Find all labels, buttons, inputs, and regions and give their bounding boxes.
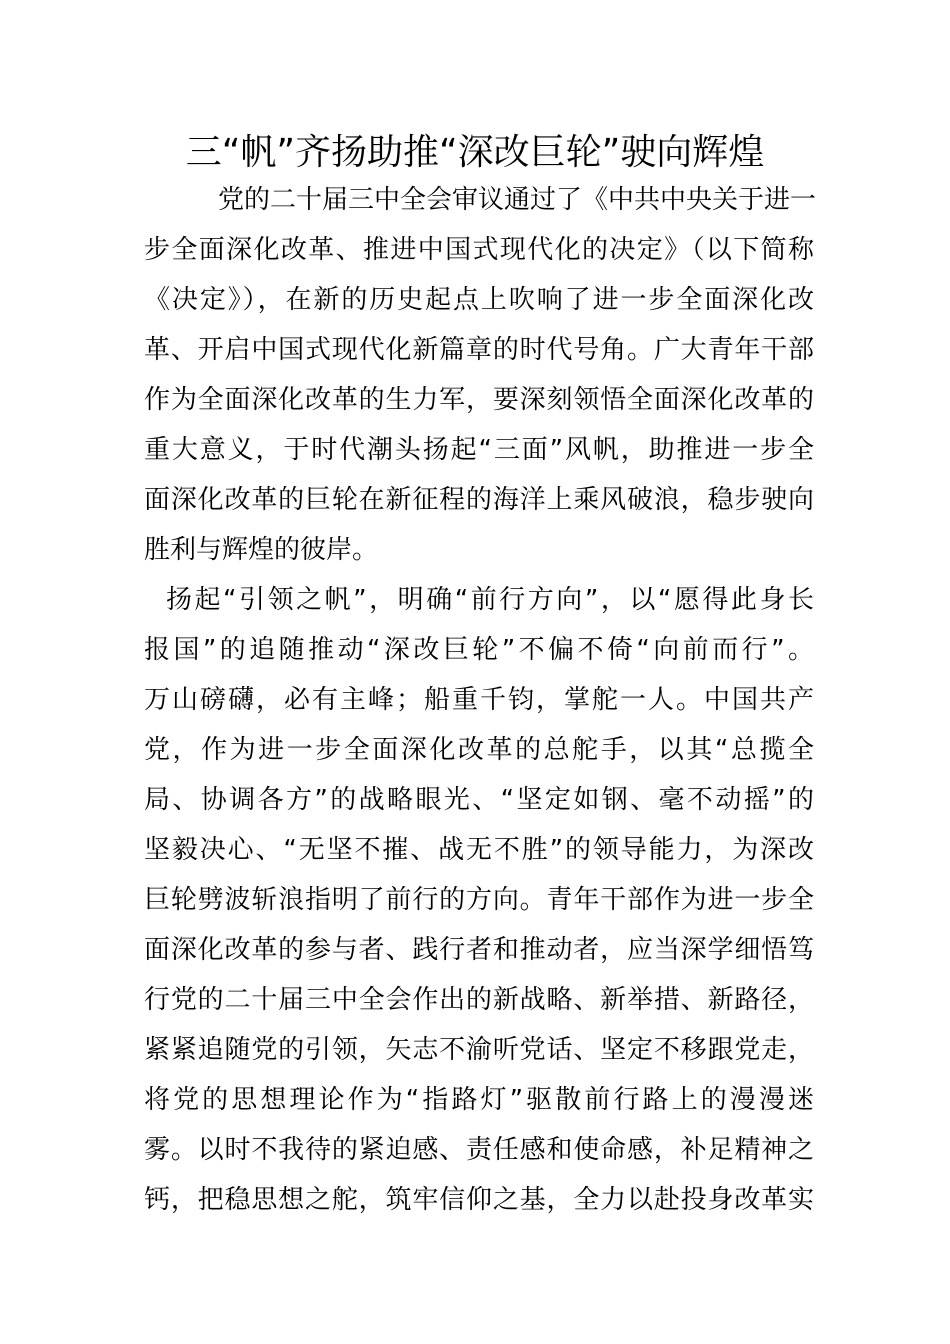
paragraph-2-line-3: 万山磅礴，必有主峰；船重千钧，掌舵一人。中国共产 xyxy=(144,685,814,715)
paragraph-2-line-5: 局、协调各方”的战略眼光、“坚定如钢、毫不动摇”的 xyxy=(144,785,814,815)
paragraph-1-line-8: 胜利与辉煌的彼岸。 xyxy=(144,535,379,565)
paragraph-2-line-12: 雾。以时不我待的紧迫感、责任感和使命感，补足精神之 xyxy=(144,1135,814,1165)
paragraph-1-line-3: 《决定》），在新的历史起点上吹响了进一步全面深化改 xyxy=(144,285,814,315)
paragraph-2-line-10: 紧紧追随党的引领，矢志不渝听党话、坚定不移跟党走， xyxy=(144,1035,814,1065)
paragraph-2-line-2: 报国”的追随推动“深改巨轮”不偏不倚“向前而行”。 xyxy=(144,635,814,665)
paragraph-1-line-1: 党的二十届三中全会审议通过了《中共中央关于进一 xyxy=(218,185,817,215)
paragraph-1-line-6: 重大意义，于时代潮头扬起“三面”风帆，助推进一步全 xyxy=(144,435,814,465)
paragraph-2-line-4: 党，作为进一步全面深化改革的总舵手，以其“总揽全 xyxy=(144,735,814,765)
paragraph-2-line-9: 行党的二十届三中全会作出的新战略、新举措、新路径， xyxy=(144,985,814,1015)
paragraph-2-line-6: 坚毅决心、“无坚不摧、战无不胜”的领导能力，为深改 xyxy=(144,835,814,865)
paragraph-1-line-7: 面深化改革的巨轮在新征程的海洋上乘风破浪，稳步驶向 xyxy=(144,485,814,515)
document-title: 三“帆”齐扬助推“深改巨轮”驶向辉煌 xyxy=(185,132,765,173)
paragraph-2-line-8: 面深化改革的参与者、践行者和推动者，应当深学细悟笃 xyxy=(144,935,814,965)
paragraph-1-line-2: 步全面深化改革、推进中国式现代化的决定》（以下简称 xyxy=(144,235,814,265)
paragraph-2-line-13: 钙，把稳思想之舵，筑牢信仰之基，全力以赴投身改革实 xyxy=(144,1185,814,1215)
paragraph-1-line-4: 革、开启中国式现代化新篇章的时代号角。广大青年干部 xyxy=(144,335,814,365)
paragraph-2-line-1: 扬起“引领之帆”，明确“前行方向”，以“愿得此身长 xyxy=(166,585,814,615)
paragraph-2-line-11: 将党的思想理论作为“指路灯”驱散前行路上的漫漫迷 xyxy=(144,1085,814,1115)
paragraph-1-line-5: 作为全面深化改革的生力军，要深刻领悟全面深化改革的 xyxy=(144,385,814,415)
paragraph-2-line-7: 巨轮劈波斩浪指明了前行的方向。青年干部作为进一步全 xyxy=(144,885,814,915)
